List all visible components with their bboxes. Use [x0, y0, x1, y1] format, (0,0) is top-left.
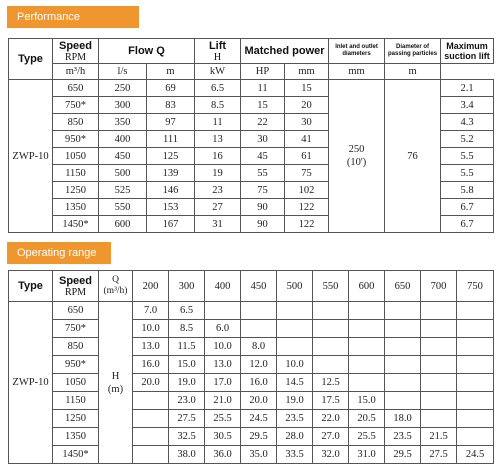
q-unit: (m³/h) — [103, 286, 128, 296]
head-value-cell: 32.0 — [313, 446, 349, 464]
head-value-cell — [133, 428, 169, 446]
power-kw-cell: 90 — [241, 199, 285, 216]
suction-lift-cell: 3.4 — [441, 97, 494, 114]
lift-cell: 19 — [195, 165, 241, 182]
type-header: Type — [9, 39, 53, 80]
lift-header-label: Lift — [208, 39, 227, 52]
head-value-cell — [421, 320, 457, 338]
flow-column-header: 500 — [277, 271, 313, 302]
flow-column-header: 550 — [313, 271, 349, 302]
operating-range-table — [8, 270, 494, 464]
speed-cell: 750* — [53, 97, 99, 114]
lift-cell: 31 — [195, 216, 241, 233]
speed-header — [53, 39, 99, 64]
h-unit: (m) — [107, 383, 124, 395]
head-value-cell: 11.5 — [169, 338, 205, 356]
head-value-cell — [313, 320, 349, 338]
head-value-cell: 31.0 — [349, 446, 385, 464]
op-speed-cell: 1050 — [53, 374, 99, 392]
table-row — [9, 320, 494, 338]
head-value-cell — [385, 338, 421, 356]
flow-column-header: 700 — [421, 271, 457, 302]
power-kw-cell: 30 — [241, 131, 285, 148]
head-value-cell — [133, 392, 169, 410]
table-row — [9, 374, 494, 392]
head-value-cell: 19.0 — [169, 374, 205, 392]
flow-m3h-cell: 250 — [99, 80, 147, 97]
flow-unit-m3h: m³/h — [53, 64, 99, 80]
table-row — [9, 80, 494, 97]
flow-column-header: 650 — [385, 271, 421, 302]
suction-lift-header: Maximum suction lift — [441, 39, 494, 64]
flow-header: Flow Q — [99, 39, 195, 64]
particle-unit: mm — [329, 64, 385, 80]
head-value-cell — [385, 356, 421, 374]
head-value-cell: 10.0 — [133, 320, 169, 338]
lift-unit: m — [147, 64, 195, 80]
table-row — [9, 356, 494, 374]
speed-cell: 1150 — [53, 165, 99, 182]
flow-column-header: 200 — [133, 271, 169, 302]
power-hp-cell: 15 — [285, 80, 329, 97]
flow-column-header: 400 — [205, 271, 241, 302]
flow-m3h-cell: 350 — [99, 114, 147, 131]
head-value-cell — [349, 356, 385, 374]
head-value-cell — [133, 410, 169, 428]
flow-ls-cell: 83 — [147, 97, 195, 114]
flow-ls-cell: 125 — [147, 148, 195, 165]
head-value-cell — [421, 374, 457, 392]
op-speed-cell: 650 — [53, 302, 99, 320]
head-value-cell: 32.5 — [169, 428, 205, 446]
suction-lift-cell: 5.5 — [441, 148, 494, 165]
lift-header — [195, 39, 241, 64]
flow-column-header: 750 — [457, 271, 494, 302]
op-speed-cell: 1250 — [53, 410, 99, 428]
flow-ls-cell: 153 — [147, 199, 195, 216]
head-value-cell — [385, 320, 421, 338]
flow-ls-cell: 139 — [147, 165, 195, 182]
power-kw-cell: 15 — [241, 97, 285, 114]
power-kw-cell: 45 — [241, 148, 285, 165]
suction-lift-cell: 2.1 — [441, 80, 494, 97]
head-value-cell: 13.0 — [205, 356, 241, 374]
speed-cell: 950* — [53, 131, 99, 148]
speed-cell: 850 — [53, 114, 99, 131]
head-value-cell — [457, 338, 494, 356]
head-value-cell: 18.0 — [385, 410, 421, 428]
head-value-cell — [421, 338, 457, 356]
head-value-cell: 6.5 — [169, 302, 205, 320]
head-value-cell: 8.5 — [169, 320, 205, 338]
power-hp-cell: 75 — [285, 165, 329, 182]
table-row — [9, 446, 494, 464]
head-value-cell: 27.5 — [169, 410, 205, 428]
flow-ls-cell: 167 — [147, 216, 195, 233]
lift-cell: 8.5 — [195, 97, 241, 114]
head-value-cell: 20.0 — [241, 392, 277, 410]
head-value-cell — [349, 320, 385, 338]
lift-symbol: H — [213, 51, 222, 63]
speed-header-label: Speed — [58, 39, 92, 52]
power-kw-cell: 75 — [241, 182, 285, 199]
head-value-cell: 6.0 — [205, 320, 241, 338]
flow-m3h-cell: 400 — [99, 131, 147, 148]
power-unit-hp: HP — [241, 64, 285, 80]
head-value-cell — [457, 428, 494, 446]
head-value-cell — [349, 374, 385, 392]
suction-lift-cell: 6.7 — [441, 216, 494, 233]
suction-lift-cell: 5.2 — [441, 131, 494, 148]
head-value-cell — [313, 356, 349, 374]
head-value-cell: 29.5 — [385, 446, 421, 464]
h-label: H — [111, 370, 120, 382]
flow-column-header: 300 — [169, 271, 205, 302]
power-hp-cell: 61 — [285, 148, 329, 165]
op-speed-cell: 1350 — [53, 428, 99, 446]
head-value-cell — [241, 302, 277, 320]
performance-header-row — [9, 39, 494, 64]
head-value-cell — [385, 302, 421, 320]
op-type-header: Type — [9, 271, 53, 302]
head-label-cell — [99, 302, 133, 464]
head-value-cell — [457, 410, 494, 428]
head-value-cell: 10.0 — [277, 356, 313, 374]
head-value-cell — [349, 302, 385, 320]
lift-cell: 13 — [195, 131, 241, 148]
flow-m3h-cell: 450 — [99, 148, 147, 165]
flow-column-header: 450 — [241, 271, 277, 302]
head-value-cell — [457, 302, 494, 320]
op-speed-cell: 950* — [53, 356, 99, 374]
head-value-cell: 12.0 — [241, 356, 277, 374]
speed-cell: 1250 — [53, 182, 99, 199]
head-value-cell — [349, 338, 385, 356]
table-row — [9, 410, 494, 428]
head-value-cell — [277, 302, 313, 320]
head-value-cell — [421, 356, 457, 374]
head-value-cell: 8.0 — [241, 338, 277, 356]
speed-cell: 1350 — [53, 199, 99, 216]
inlet-unit: mm — [285, 64, 329, 80]
head-value-cell — [277, 320, 313, 338]
suction-unit: m — [385, 64, 441, 80]
lift-cell: 11 — [195, 114, 241, 131]
head-value-cell — [457, 374, 494, 392]
flow-column-header: 600 — [349, 271, 385, 302]
flow-m3h-cell: 600 — [99, 216, 147, 233]
flow-unit-ls: l/s — [99, 64, 147, 80]
matched-power-header: Matched power — [241, 39, 329, 64]
flow-m3h-cell: 500 — [99, 165, 147, 182]
q-header — [99, 271, 133, 302]
head-value-cell — [313, 302, 349, 320]
head-value-cell — [241, 320, 277, 338]
power-kw-cell: 55 — [241, 165, 285, 182]
head-value-cell: 23.0 — [169, 392, 205, 410]
head-value-cell — [457, 392, 494, 410]
flow-ls-cell: 111 — [147, 131, 195, 148]
power-hp-cell: 122 — [285, 216, 329, 233]
particle-cell: 76 — [385, 80, 441, 233]
head-value-cell: 23.5 — [277, 410, 313, 428]
op-speed-header-label: Speed — [58, 274, 92, 287]
performance-table — [8, 38, 494, 233]
head-value-cell: 12.5 — [313, 374, 349, 392]
speed-cell: 650 — [53, 80, 99, 97]
flow-m3h-cell: 550 — [99, 199, 147, 216]
head-value-cell: 10.0 — [205, 338, 241, 356]
speed-unit: RPM — [64, 51, 87, 63]
lift-cell: 6.5 — [195, 80, 241, 97]
head-value-cell: 30.5 — [205, 428, 241, 446]
inlet-value-inch: (10') — [346, 157, 367, 168]
head-value-cell — [421, 410, 457, 428]
head-value-cell: 33.5 — [277, 446, 313, 464]
head-value-cell: 28.0 — [277, 428, 313, 446]
q-label: Q — [112, 275, 119, 285]
head-value-cell: 24.5 — [241, 410, 277, 428]
table-row — [9, 302, 494, 320]
op-speed-header — [53, 271, 99, 302]
head-value-cell: 21.5 — [421, 428, 457, 446]
power-kw-cell: 11 — [241, 80, 285, 97]
power-kw-cell: 22 — [241, 114, 285, 131]
head-value-cell — [313, 338, 349, 356]
head-value-cell: 35.0 — [241, 446, 277, 464]
power-hp-cell: 41 — [285, 131, 329, 148]
power-unit-kw: kW — [195, 64, 241, 80]
head-value-cell: 22.0 — [313, 410, 349, 428]
head-value-cell: 36.0 — [205, 446, 241, 464]
head-value-cell: 15.0 — [169, 356, 205, 374]
operating-section-title: Operating range — [7, 242, 111, 264]
head-value-cell: 13.0 — [133, 338, 169, 356]
performance-unit-row — [9, 64, 494, 80]
op-speed-cell: 750* — [53, 320, 99, 338]
speed-cell: 1050 — [53, 148, 99, 165]
head-value-cell: 19.0 — [277, 392, 313, 410]
head-value-cell — [457, 320, 494, 338]
suction-lift-cell: 5.5 — [441, 165, 494, 182]
head-value-cell: 27.5 — [421, 446, 457, 464]
op-type-cell: ZWP-10 — [9, 302, 53, 464]
inlet-value: 250 — [348, 144, 365, 155]
inlet-outlet-header: Inlet and outlet diameters — [329, 39, 385, 64]
lift-cell: 16 — [195, 148, 241, 165]
op-speed-unit: RPM — [64, 286, 87, 298]
head-value-cell: 15.0 — [349, 392, 385, 410]
op-speed-cell: 1150 — [53, 392, 99, 410]
lift-cell: 27 — [195, 199, 241, 216]
head-value-cell — [457, 356, 494, 374]
power-hp-cell: 122 — [285, 199, 329, 216]
head-value-cell: 25.5 — [205, 410, 241, 428]
op-speed-cell: 850 — [53, 338, 99, 356]
flow-m3h-cell: 525 — [99, 182, 147, 199]
performance-section-title: Performance parameters — [7, 6, 139, 28]
head-value-cell: 23.5 — [385, 428, 421, 446]
op-speed-cell: 1450* — [53, 446, 99, 464]
head-value-cell — [133, 446, 169, 464]
head-value-cell: 27.0 — [313, 428, 349, 446]
table-row — [9, 338, 494, 356]
head-value-cell — [385, 374, 421, 392]
head-value-cell: 7.0 — [133, 302, 169, 320]
lift-cell: 23 — [195, 182, 241, 199]
table-row — [9, 392, 494, 410]
power-kw-cell: 90 — [241, 216, 285, 233]
head-value-cell: 16.0 — [241, 374, 277, 392]
head-value-cell: 17.0 — [205, 374, 241, 392]
flow-ls-cell: 146 — [147, 182, 195, 199]
head-value-cell: 29.5 — [241, 428, 277, 446]
particle-header: Diameter of passing particles — [385, 39, 441, 64]
head-value-cell: 16.0 — [133, 356, 169, 374]
head-value-cell: 38.0 — [169, 446, 205, 464]
head-value-cell: 17.5 — [313, 392, 349, 410]
operating-header-row — [9, 271, 494, 302]
flow-m3h-cell: 300 — [99, 97, 147, 114]
inlet-outlet-cell — [329, 80, 385, 233]
head-value-cell: 25.5 — [349, 428, 385, 446]
head-value-cell — [421, 302, 457, 320]
head-value-cell — [277, 338, 313, 356]
head-value-cell: 21.0 — [205, 392, 241, 410]
head-value-cell — [205, 302, 241, 320]
suction-lift-cell: 5.8 — [441, 182, 494, 199]
head-value-cell: 14.5 — [277, 374, 313, 392]
type-cell: ZWP-10 — [9, 80, 53, 233]
power-hp-cell: 20 — [285, 97, 329, 114]
head-value-cell — [421, 392, 457, 410]
flow-ls-cell: 97 — [147, 114, 195, 131]
head-value-cell: 24.5 — [457, 446, 494, 464]
head-value-cell — [385, 392, 421, 410]
table-row — [9, 428, 494, 446]
head-value-cell: 20.5 — [349, 410, 385, 428]
suction-lift-cell: 6.7 — [441, 199, 494, 216]
speed-cell: 1450* — [53, 216, 99, 233]
power-hp-cell: 102 — [285, 182, 329, 199]
suction-lift-cell: 4.3 — [441, 114, 494, 131]
head-value-cell: 20.0 — [133, 374, 169, 392]
power-hp-cell: 30 — [285, 114, 329, 131]
flow-ls-cell: 69 — [147, 80, 195, 97]
